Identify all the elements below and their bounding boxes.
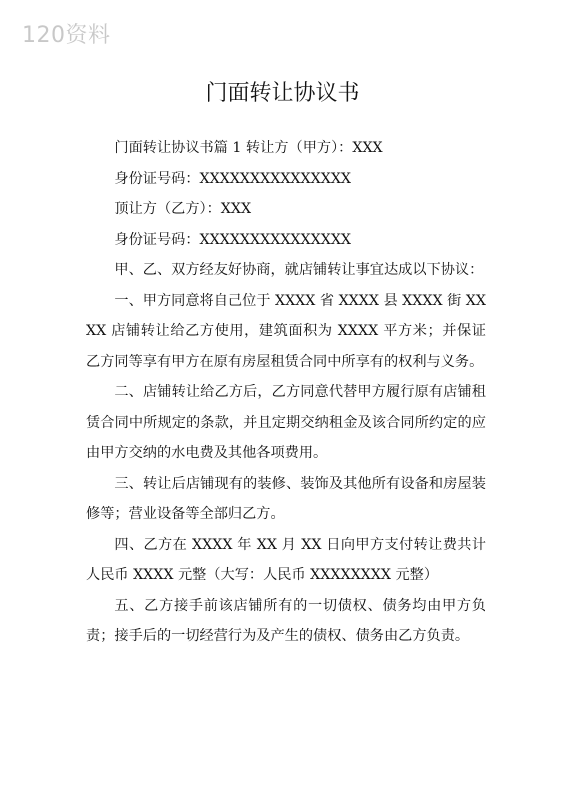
- paragraph-transferee: 顶让方（乙方）：XXX: [114, 201, 252, 217]
- paragraph-clause-2: 二、店铺转让给乙方后，乙方同意代替甲方履行原有店铺租赁合同中所规定的条款，并且定期交纳租金及该合同所约定的应由甲方交纳的水电费及其他各项费用。: [86, 384, 486, 461]
- document-title: 门面转让协议书: [205, 81, 360, 106]
- paragraph-clause-3: 三、转让后店铺现有的装修、装饰及其他所有设备和房屋装修等；营业设备等全部归乙方。: [86, 475, 486, 522]
- paragraph-transferor: 门面转让协议书篇 1 转让方（甲方）：XXX: [114, 140, 383, 156]
- document-body: [86, 133, 486, 652]
- paragraph-clause-5: 五、乙方接手前该店铺所有的一切债权、债务均由甲方负责；接手后的一切经营行为及产生的债权、债务由乙方负责。: [86, 597, 486, 644]
- paragraph-transferor-id: 身份证号码：XXXXXXXXXXXXXXX: [114, 170, 352, 187]
- paragraph-clause-4: 四、乙方在 XXXX 年 XX 月 XX 日向甲方支付转让费共计人民币 XXXX 元整（大写：人民币 XXXXXXXX 元整）: [86, 536, 486, 583]
- paragraph-transferee-id: 身份证号码：XXXXXXXXXXXXXXX: [114, 231, 352, 248]
- paragraph-preamble: 甲、乙、双方经友好协商，就店铺转让事宜达成以下协议：: [114, 262, 484, 278]
- watermark: 120资料: [22, 23, 111, 48]
- paragraph-clause-1: 一、甲方同意将自己位于 XXXX 省 XXXX 县 XXXX 街 XXXX 店铺转让给乙方使用，建筑面积为 XXXX 平方米；并保证乙方同等享有甲方在原有房屋租赁合同中所享有的权利与义务。: [86, 292, 486, 370]
